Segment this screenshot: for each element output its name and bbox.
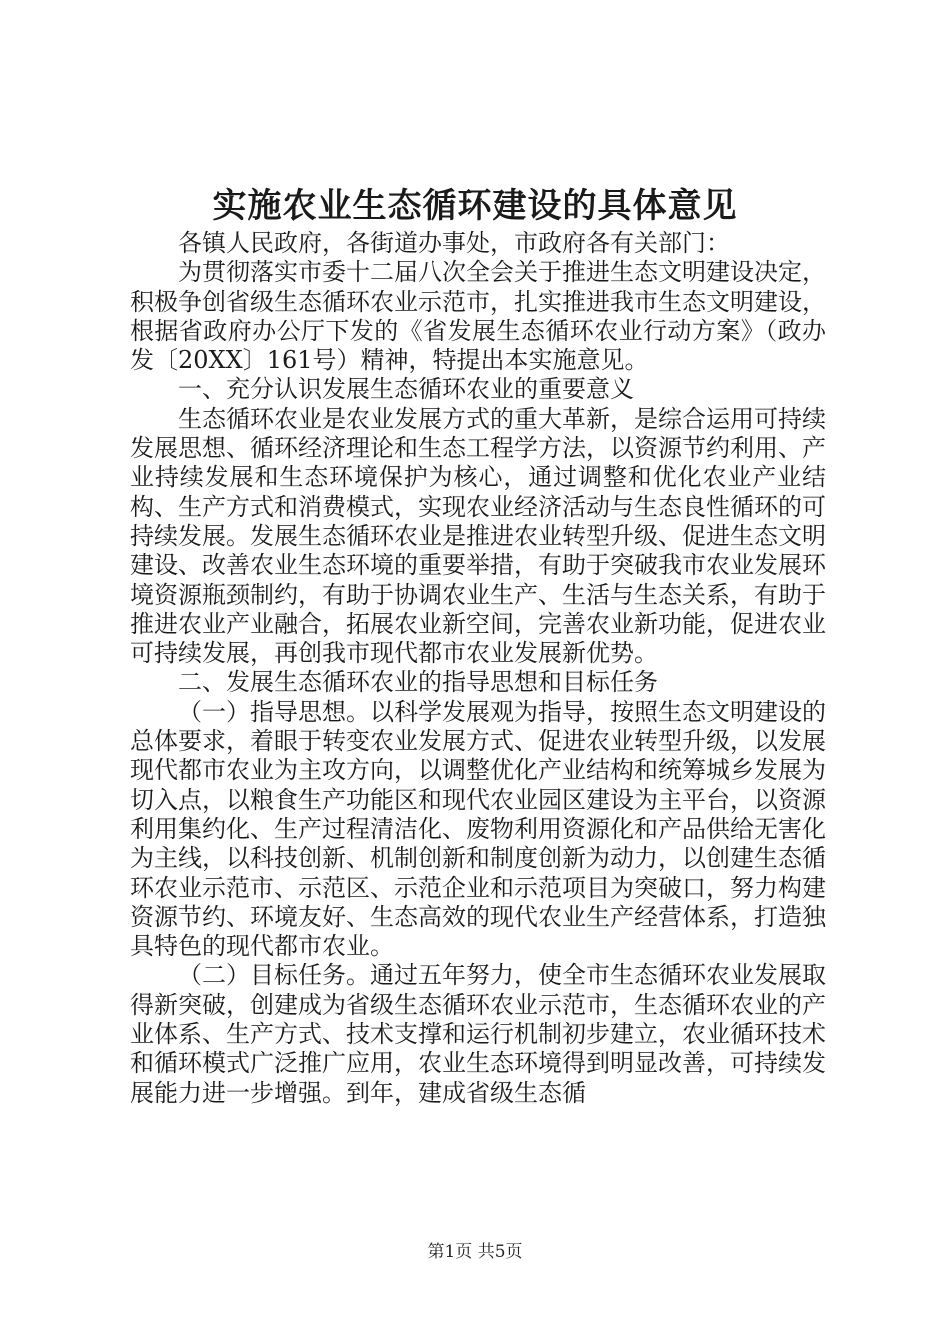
intro-paragraph: 为贯彻落实市委十二届八次全会关于推进生态文明建设决定，积极争创省级生态循环农业示范市，扎实推进我市生态文明建设，根据省政府办公厅下发的《省发展生态循环农业行动方案》（政办发〔20XX〕161号）精神，特提出本实施意见。 [130,258,826,375]
document-title: 实施农业生态循环建设的具体意见 [212,186,738,226]
section-heading-1: 一、充分认识发展生态循环农业的重要意义 [178,375,634,404]
body-paragraph: 生态循环农业是农业发展方式的重大革新，是综合运用可持续发展思想、循环经济理论和生态工程学方法，以资源节约利用、产业持续发展和生态环境保护为核心，通过调整和优化农业产业结构、生产方式和消费模式，实现农业经济活动与生态良性循环的可持续发展。发展生态循环农业是推进农业转型升级、促进生态文明建设、改善农业生态环境的重要举措，有助于突破我市农业发展环境资源瓶颈制约，有助于协调农业生产、生活与生态关系，有助于推进农业产业融合，拓展农业新空间，完善农业新功能，促进农业可持续发展，再创我市现代都市农业发展新优势。 [130,404,826,668]
page-number-footer: 第1页 共5页 [427,1242,523,1262]
document-body [130,229,826,1108]
body-paragraph: （二）目标任务。通过五年努力，使全市生态循环农业发展取得新突破，创建成为省级生态循环农业示范市，生态循环农业的产业体系、生产方式、技术支撑和运行机制初步建立，农业循环技术和循环模式广泛推广应用，农业生态环境得到明显改善，可持续发展能力进一步增强。到年，建成省级生态循 [130,961,826,1107]
body-paragraph: （一）指导思想。以科学发展观为指导，按照生态文明建设的总体要求，着眼于转变农业发展方式、促进农业转型升级，以发展现代都市农业为主攻方向，以调整优化产业结构和统筹城乡发展为切入点，以粮食生产功能区和现代农业园区建设为主平台，以资源利用集约化、生产过程清洁化、废物利用资源化和产品供给无害化为主线，以科技创新、机制创新和制度创新为动力，以创建生态循环农业示范市、示范区、示范企业和示范项目为突破口，努力构建资源节约、环境友好、生态高效的现代农业生产经营体系，打造独具特色的现代都市农业。 [130,697,826,961]
salutation-paragraph: 各镇人民政府，各街道办事处，市政府各有关部门： [178,229,730,257]
section-heading-2: 二、发展生态循环农业的指导思想和目标任务 [178,668,658,697]
